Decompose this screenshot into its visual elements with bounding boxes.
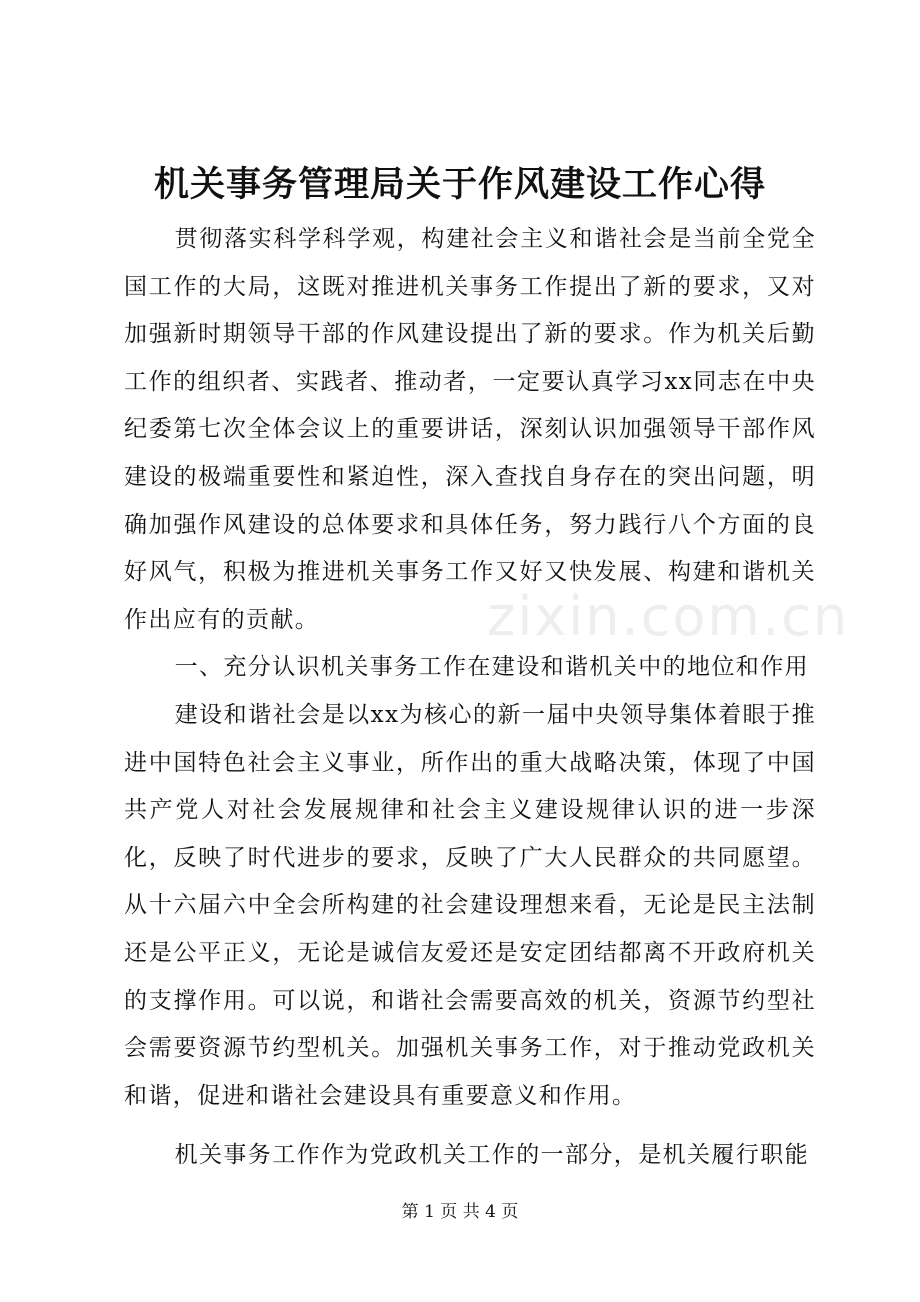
paragraph-intro: 贯彻落实科学科学观，构建社会主义和谐社会是当前全党全国工作的大局，这既对推进机关事务工作提出了新的要求，又对加强新时期领导干部的作风建设提出了新的要求。作为机关后勤工作的组织者、实践者、推动者，一定要认真学习xx同志在中央纪委第七次全体会议上的重要讲话，深刻认识加强领导干部作风建设的极端重要性和紧迫性，深入查找自身存在的突出问题，明确加强作风建设的总体要求和具体任务，努力践行八个方面的良好风气，积极为推进机关事务工作又好又快发展、构建和谐机关作出应有的贡献。	[124, 226, 816, 633]
document-title: 机关事务管理局关于作风建设工作心得	[153, 164, 766, 205]
watermark: zixin.com.cn	[487, 585, 850, 648]
paragraph-section-1: 建设和谐社会是以xx为核心的新一届中央领导集体着眼于推进中国特色社会主义事业，所作出的重大战略决策，体现了中国共产党人对社会发展规律和社会主义建设规律认识的进一步深化，反映了时代进步的要求，反映了广大人民群众的共同愿望。从十六届六中全会所构建的社会建设理想来看，无论是民主法制还是公平正义，无论是诚信友爱还是安定团结都离不开政府机关的支撑作用。可以说，和谐社会需要高效的机关，资源节约型社会需要资源节约型机关。加强机关事务工作，对于推动党政机关和谐，促进和谐社会建设具有重要意义和作用。	[124, 701, 816, 1109]
page-footer: 第 1 页 共 4 页	[401, 1202, 519, 1222]
paragraph-continuation: 机关事务工作作为党政机关工作的一部分，是机关履行职能	[174, 1142, 809, 1169]
document-body	[124, 216, 816, 1180]
section-heading-1: 一、充分认识机关事务工作在建设和谐机关中的地位和作用	[174, 654, 809, 681]
